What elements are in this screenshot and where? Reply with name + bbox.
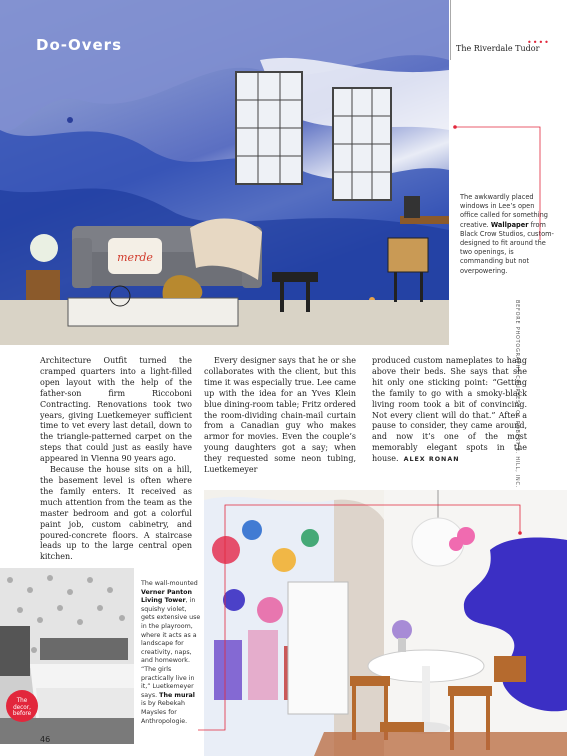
caption-office-pre: The awkwardly placed windows in Lee’s open office called for something creative.	[460, 193, 548, 229]
before-badge	[6, 690, 38, 722]
paragraph	[372, 356, 527, 466]
caption-playroom-bold1: Verner Panton Living Tower	[141, 588, 192, 605]
playroom-photo	[204, 490, 567, 756]
paragraph-text: produced custom nameplates to hang above their beds. She says that she hit only one sticking point: “Getting the family to go with a smoky-black living room took a bit of convincing. Not every client will do that.” After a pause to consider, they came around, and now it’s one of the most memorably elegant spots in the house.	[372, 356, 527, 464]
section-title: Do-Overs	[36, 36, 123, 54]
badge-line: before	[12, 711, 32, 717]
pillow-text: merde	[117, 251, 153, 264]
caption-office-bold: Wallpaper	[490, 220, 529, 229]
window-right	[333, 88, 391, 200]
playroom-illustration	[204, 490, 567, 756]
paragraph: Because the house sits on a hill, the basement level is often where the family enters. It received as much attention from the team as the master bedroom and got a colorful paint job, custom cabinetry, and poured-concrete floors. A staircase leads up to the large central open kitchen.	[40, 465, 192, 562]
page-number: 46	[40, 735, 51, 744]
hero-photo-office	[0, 0, 449, 345]
body-column-1	[40, 356, 192, 563]
tag-divider	[450, 0, 451, 60]
caption-playroom-post: is by Rebekah Maysles for Anthropologie.	[141, 700, 188, 725]
tag-dots: ••••	[527, 38, 550, 47]
body-column-2	[204, 356, 356, 476]
body-column-3	[372, 356, 527, 466]
window-left	[236, 72, 302, 184]
byline: ALEX RONAN	[403, 456, 460, 464]
badge-line: The	[16, 698, 28, 704]
caption-office-post: from Black Crow Studios, custom-designed to fit around the two openings, is commanding but not overpowering.	[460, 220, 554, 275]
badge-line: decor,	[13, 704, 31, 711]
paragraph: Every designer says that he or she collaborates with the client, but this time it was especially true. Lee came up with the idea for an Yves Klein blue dining-room table; Fritz ordered the room-dividing chain-mail curtain from a Canadian guy who makes armor for movies. Even the couple’s young daughters got a say; when they requested some neon tubing, Luetkemeyer	[204, 356, 356, 475]
caption-playroom-intro: The wall-mounted	[141, 580, 198, 587]
paragraph: Architecture Outfit turned the cramped quarters into a light-filled open layout with the help of the father-son firm Riccoboni Contracting. Renovations took two years, giving Luetkemeyer sufficient time to vet every last detail, down to the triangle-patterned carpet on the steps that could just as easily have appeared in Vienna 90 years ago.	[40, 356, 192, 464]
caption-playroom-mid: , in squishy violet, gets extensive use in the playroom, where it acts as a landscape for creativity, naps, and homework. “The girls practically live in it,” Luetkemeyer says.	[141, 597, 201, 699]
caption-office	[460, 193, 554, 276]
photo-credit: BEFORE PHOTOGRAPHS COURTESY OF ROBERT R. HILL, INC.	[514, 300, 520, 489]
caption-playroom	[141, 580, 201, 726]
story-tag: The Riverdale Tudor	[456, 44, 540, 53]
caption-playroom-bold2: The mural	[159, 691, 195, 699]
